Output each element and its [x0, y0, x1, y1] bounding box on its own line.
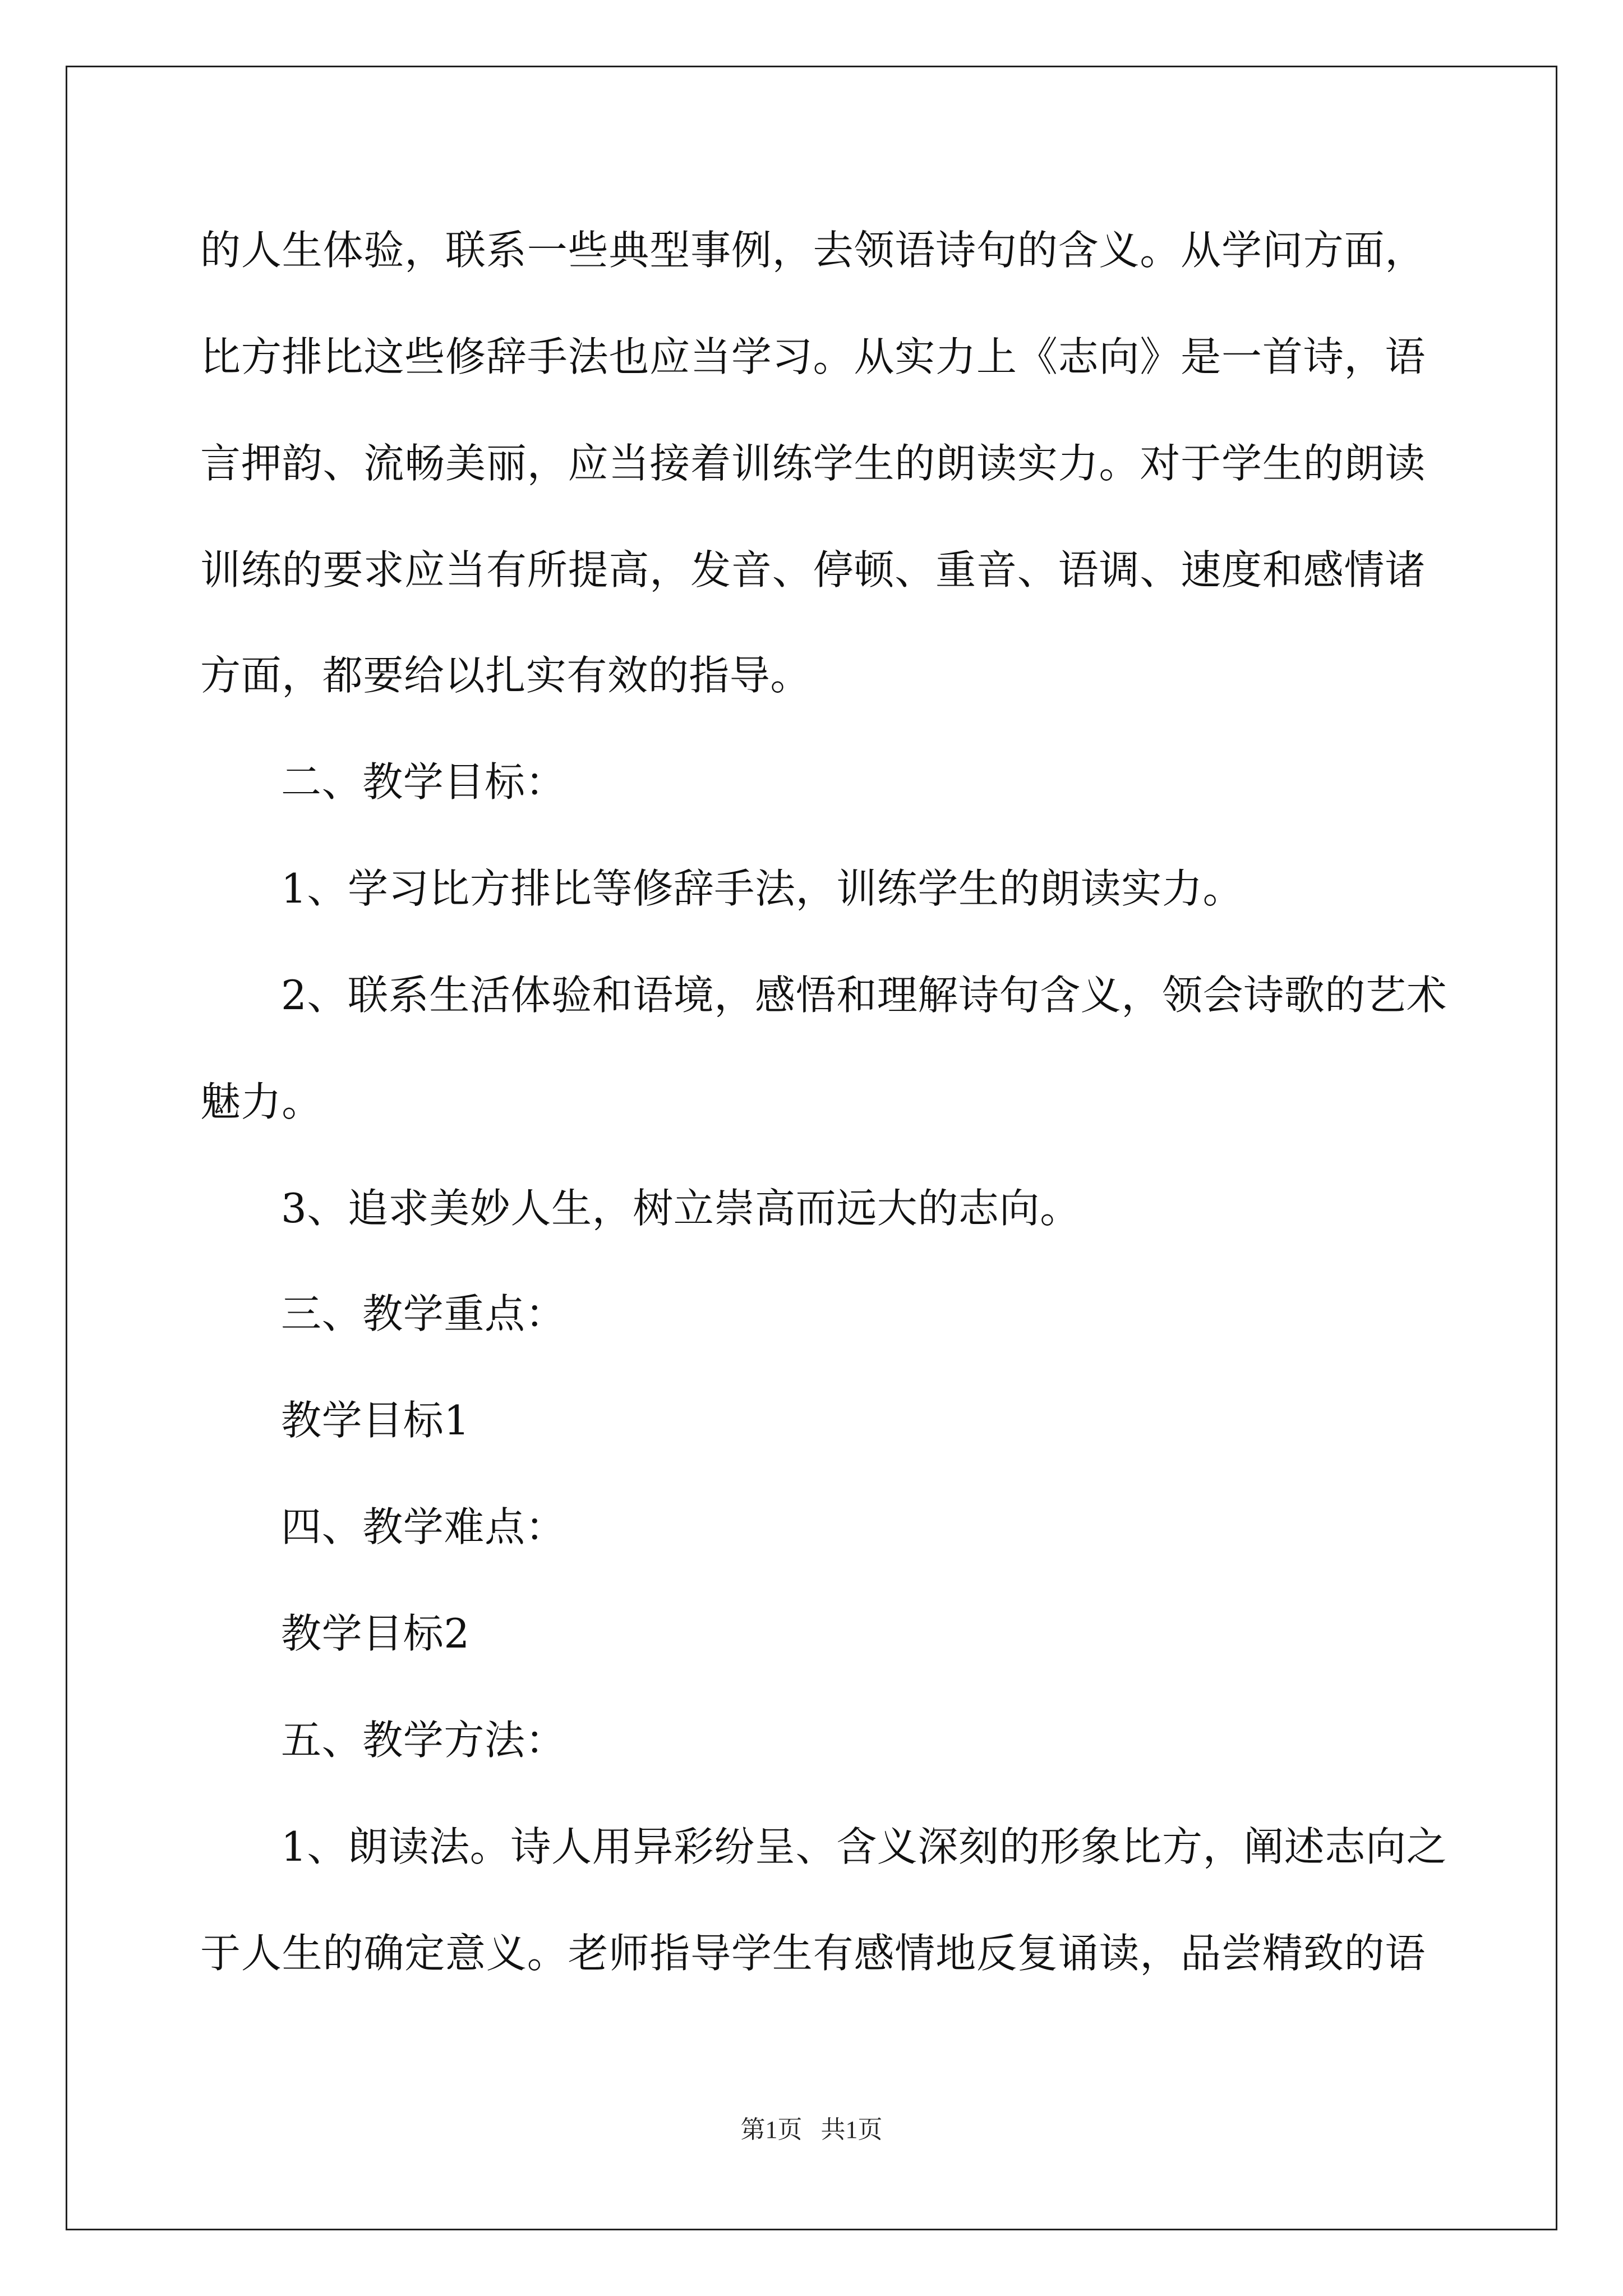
body-line: 魅力。	[200, 1078, 322, 1125]
section-heading: 五、教学方法：	[281, 1717, 566, 1764]
page-number-footer: 第1页 共1页	[740, 2116, 883, 2143]
body-line: 于人生的确定意义。老师指导学生有感情地反复诵读，品尝精致的语	[200, 1930, 1426, 1977]
section-heading: 四、教学难点：	[281, 1503, 566, 1550]
body-line: 比方排比这些修辞手法也应当学习。从实力上《志向》是一首诗，语	[200, 333, 1426, 380]
body-line: 教学目标2	[281, 1610, 470, 1657]
body-line: 的人生体验，联系一些典型事例，去领语诗句的含义。从学问方面，	[200, 227, 1426, 274]
list-item: 1、朗读法。诗人用异彩纷呈、含义深刻的形象比方，阐述志向之	[281, 1823, 1447, 1870]
body-line: 言押韵、流畅美丽，应当接着训练学生的朗读实力。对于学生的朗读	[200, 440, 1426, 487]
list-item: 2、联系生活体验和语境，感悟和理解诗句含义，领会诗歌的艺术	[281, 972, 1447, 1019]
section-heading: 三、教学重点：	[281, 1290, 566, 1337]
body-line: 训练的要求应当有所提高，发音、停顿、重音、语调、速度和感情诸	[200, 546, 1426, 593]
body-line: 方面，都要给以扎实有效的指导。	[200, 652, 811, 699]
page-border	[66, 66, 1557, 2230]
list-item: 1、学习比方排比等修辞手法，训练学生的朗读实力。	[281, 865, 1244, 912]
section-heading: 二、教学目标：	[281, 758, 566, 806]
list-item: 3、追求美妙人生，树立崇高而远大的志向。	[281, 1185, 1081, 1232]
body-line: 教学目标1	[281, 1397, 470, 1444]
